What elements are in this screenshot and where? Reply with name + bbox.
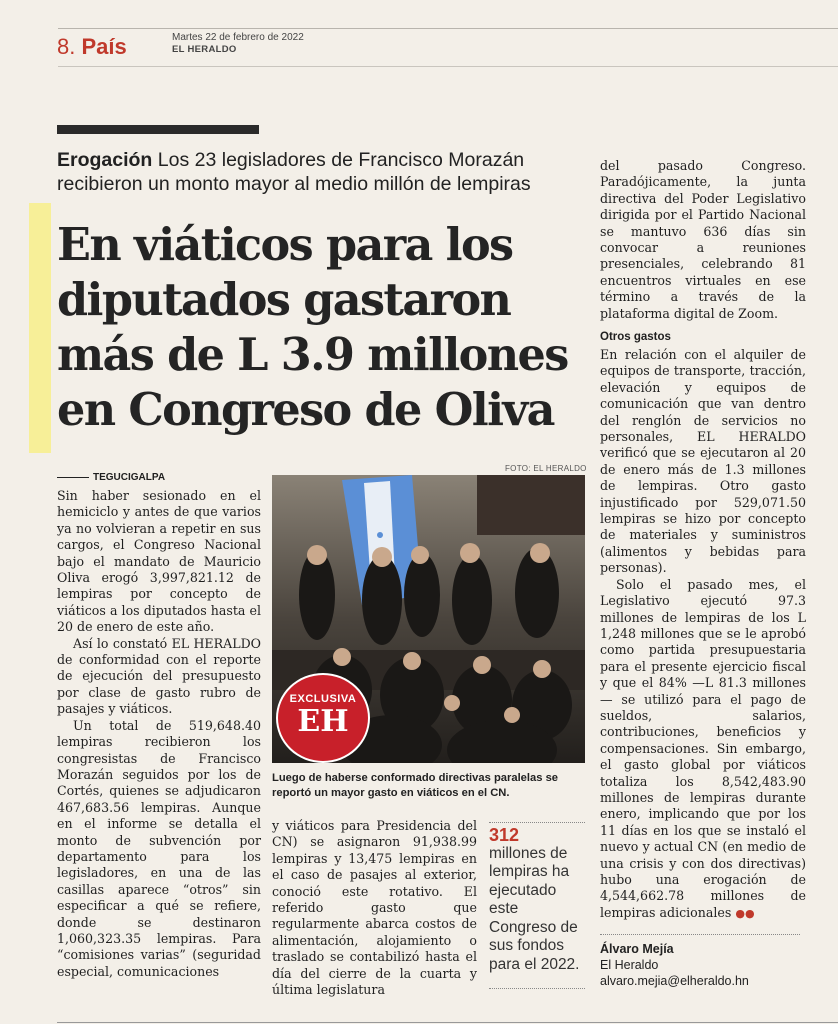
photo-credit: FOTO: EL HERALDO xyxy=(505,464,587,473)
kicker-text: Los 23 legisladores de Francisco Morazán recibieron un monto mayor al medio millón de lempiras xyxy=(57,149,531,195)
stat-box xyxy=(489,826,585,974)
section-name: País xyxy=(81,34,127,59)
badge-label: EXCLUSIVA xyxy=(289,693,357,705)
kicker xyxy=(57,148,593,196)
subheading: Otros gastos xyxy=(600,331,671,343)
headline: En viáticos para los diputados gastaron más de L 3.9 millones en Congreso de Oliva xyxy=(57,219,568,436)
paragraph: Así lo constató EL HERALDO de conformidad con el reporte de ejecución del presupuesto por clase de gasto rubro de pasajes y viáticos. xyxy=(57,635,261,717)
paragraph: Sin haber sesionado en el hemiciclo y antes de que varios ya no volvieran a repetir en sus cargos, el Congreso Nacional bajo el mandato de Mauricio Oliva erogó 3,997,821.12 de lempiras por concepto de viáticos a los diputados hasta el 20 de enero de este año. xyxy=(57,488,261,635)
footer-rule xyxy=(57,1022,838,1023)
header-divider xyxy=(58,66,838,67)
article-column-3 xyxy=(600,347,806,922)
author-name: Álvaro Mejía xyxy=(600,942,674,956)
article-column-2 xyxy=(272,818,477,998)
kicker-label: Erogación xyxy=(57,149,153,171)
end-mark: ●● xyxy=(735,906,755,920)
header-rule xyxy=(58,28,838,29)
stat-number: 312 xyxy=(489,825,520,845)
paragraph-text: Solo el pasado mes, el Legislativo ejecutó 97.3 millones de lempiras de los L 1,248 millones que se le aprobó como partida presupuestaria para el presente ejercicio fiscal y que el 84% —L 81.3 millones— se utilizó para el pago de sueldos, salarios, contribuciones, beneficios y compensaciones. Sin embargo, el gasto global por viáticos totaliza los 8,542,483.90 millones de lempiras durante enero, implicando que por los 11 días en los que se instaló el nuevo y actual CN (en medio de una crisis y con dos directivas) hubo una erogación de 4,544,662.78 millones de lempiras adicionales xyxy=(600,576,806,920)
issue-date: Martes 22 de febrero de 2022 xyxy=(172,32,304,43)
paragraph-final xyxy=(600,577,806,923)
page-number-section xyxy=(57,34,127,60)
eh-logo: EH xyxy=(297,704,349,739)
exclusive-badge xyxy=(276,673,370,763)
paragraph: y viáticos para Presidencia del CN) se asignaron 91,938.99 lempiras y 13,475 lempiras en el caso de pasajes al exterior, conoció este rotativo. El referido gasto que regularmente abarca costos de alimentación, alojamiento o traslado se contabilizó hasta el día del cierre de la cuarta y última legislatura xyxy=(272,818,477,998)
byline xyxy=(600,941,749,989)
byline-rule xyxy=(600,934,800,935)
section-bar xyxy=(57,125,259,134)
highlighter-mark xyxy=(29,203,51,453)
header-dateline xyxy=(172,32,304,56)
article-column-1 xyxy=(57,488,261,980)
stat-text: millones de lempiras ha ejecutado este Congreso de sus fondos para el 2022. xyxy=(489,844,580,973)
article-column-3-top xyxy=(600,158,806,322)
stat-box-top-rule xyxy=(489,822,585,823)
dateline-city: TEGUCIGALPA xyxy=(57,472,165,483)
author-outlet: El Heraldo xyxy=(600,958,659,972)
paragraph: del pasado Congreso. Paradójicamente, la junta directiva del Poder Legislativo dirigida por el Partido Nacional se mantuvo 636 días sin convocar a reuniones presenciales, celebrando 81 encuentros virtuales en ese término a través de la plataforma digital de Zoom. xyxy=(600,158,806,321)
paragraph: En relación con el alquiler de equipos de transporte, tracción, elevación y equipos de comunicación que van dentro del renglón de servicios no personales, EL HERALDO verificó que se ejecutaron al 20 de enero más de 1.3 millones de lempiras. Otro gasto injustificado por 529,071.50 lempiras se hizo por concepto de materiales y suministros (alimentos y bebidas para personas). xyxy=(600,347,806,576)
page-number: 8. xyxy=(57,34,76,59)
publication-name: EL HERALDO xyxy=(172,44,237,55)
stat-box-bottom-rule xyxy=(489,988,585,989)
paragraph: Un total de 519,648.40 lempiras recibieron los congresistas de Francisco Morazán seguidos por los de Cortés, quienes se adjudicaron 467,683.56 lempiras. Aunque en el informe se detalla el monto de subvención por departamento para los legisladores, en una de las casillas aparece “otros” sin especificar a qué se refiere, donde se destinaron 1,060,323.35 lempiras. Para “comisiones varias” (seguridad especial, comunicaciones xyxy=(57,717,261,979)
author-email[interactable]: alvaro.mejia@elheraldo.hn xyxy=(600,974,749,988)
photo-caption: Luego de haberse conformado directivas paralelas se reportó un mayor gasto en viáticos en el CN. xyxy=(272,772,559,799)
